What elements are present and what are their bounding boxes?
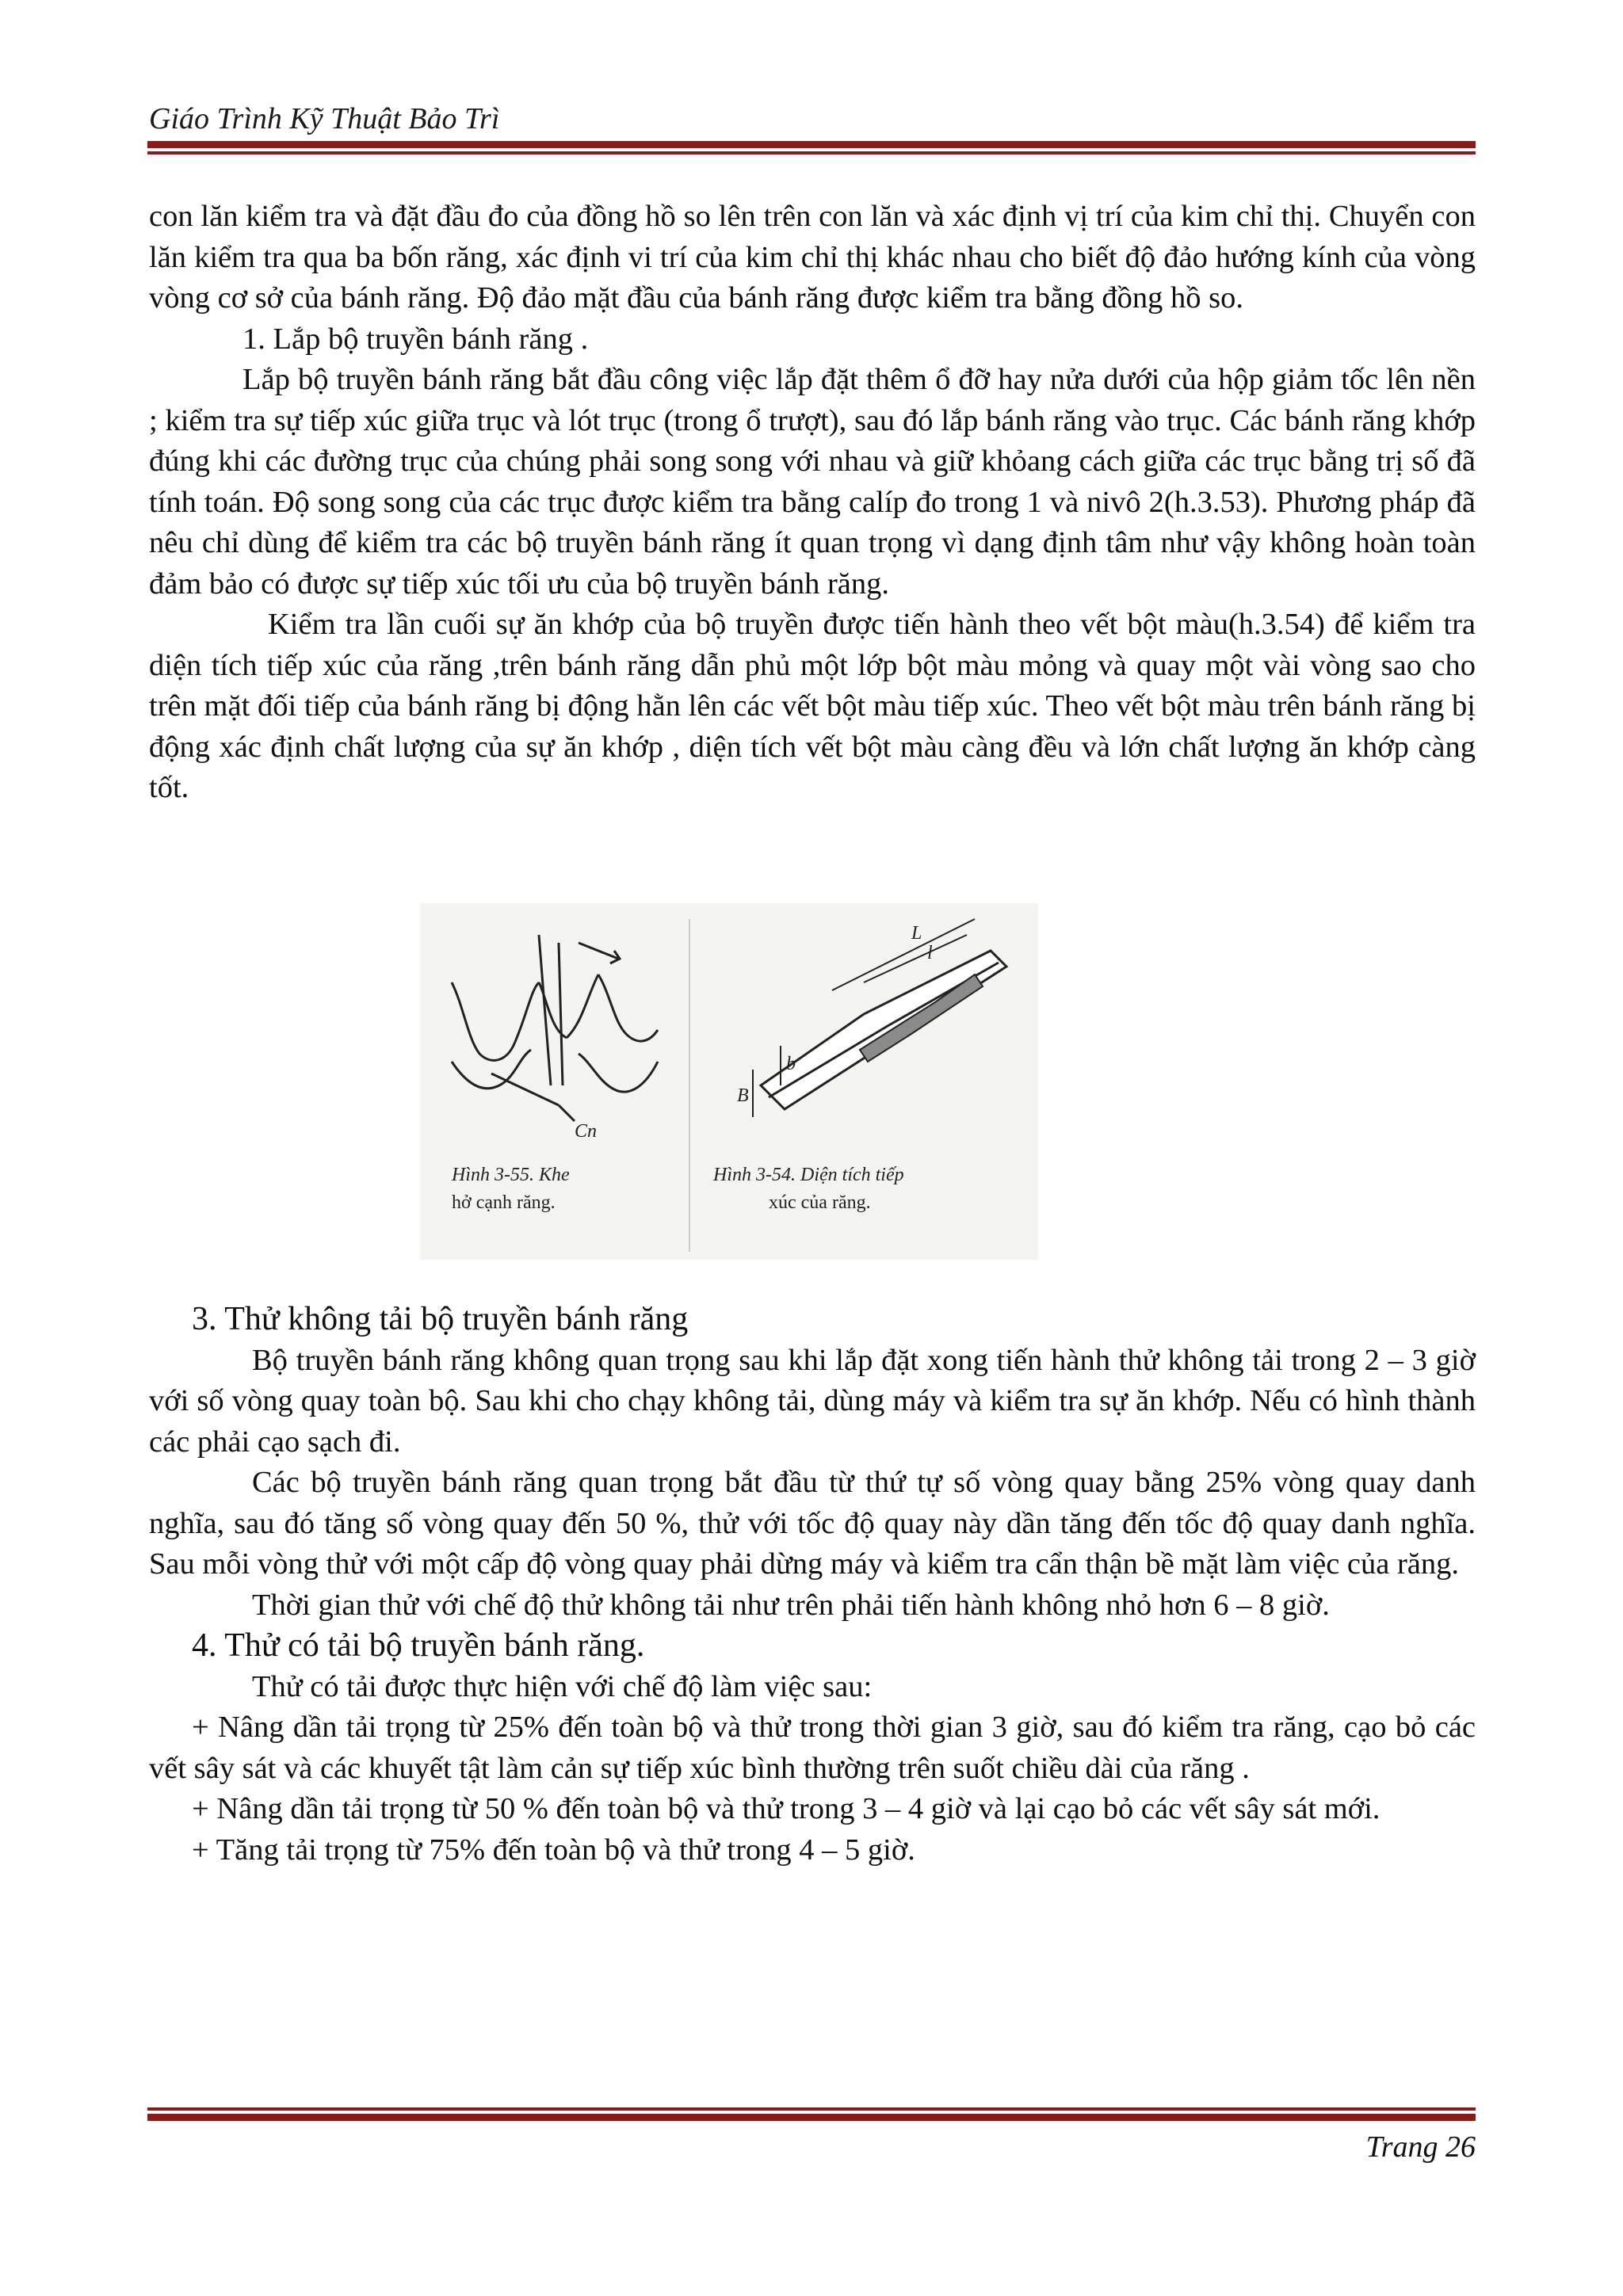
figure-caption-3-54-line2: xúc của răng. [769,1192,871,1213]
paragraph: Kiểm tra lần cuối sự ăn khớp của bộ truyền được tiến hành theo vết bột màu(h.3.54) để kiểm tra diện tích tiếp xúc của răng ,trên bánh răng dẫn phủ một lớp bột màu mỏng và quay một vài vòng sao cho trên mặt đối tiếp của bánh răng bị động hằn lên các vết bột màu tiếp xúc. Theo vết bột màu trên bánh răng bị động xác định chất lượng của sự ăn khớp , diện tích vết bột màu càng đều và lớn chất lượng ăn khớp càng tốt. [149,608,1476,804]
figure-caption-3-55-line1: Hình 3-55. Khe [452,1165,570,1185]
paragraph: Các bộ truyền bánh răng quan trọng bắt đầu từ thứ tự số vòng quay bằng 25% vòng quay danh nghĩa, sau đó tăng số vòng quay đến 50 %, thử với tốc độ quay này dần tăng đến tốc độ quay danh nghĩa. Sau mỗi vòng thử với một cấp độ vòng quay phải dừng máy và kiểm tra cẩn thận bề mặt làm việc của răng. [149,1466,1476,1581]
header-rule-thick [147,141,1476,148]
text-block-1 [149,196,1476,809]
paragraph: Lắp bộ truyền bánh răng bắt đầu công việc lắp đặt thêm ổ đỡ hay nửa dưới của hộp giảm tốc lên nền ; kiểm tra sự tiếp xúc giữa trục và lót trục (trong ổ trượt), sau đó lắp bánh răng vào trục. Các bánh răng khớp đúng khi các đường trục của chúng phải song song với nhau và giữ khỏang cách giữa các trục bằng trị số đã tính toán. Độ song song của các trục được kiểm tra bằng calíp đo trong 1 và nivô 2(h.3.53). Phương pháp đã nêu chỉ dùng để kiểm tra các bộ truyền bánh răng ít quan trọng vì dạng định tâm như vậy không hoàn toàn đảm bảo có được sự tiếp xúc tối ưu của bộ truyền bánh răng. [149,363,1476,601]
text-block-2 [149,1299,1476,1871]
list-item: + Nâng dần tải trọng từ 50 % đến toàn bộ và thử trong 3 – 4 giờ và lại cạo bỏ các vết sây sát mới. [192,1792,1381,1825]
figure-label-b: b [786,1054,796,1074]
paragraph: Bộ truyền bánh răng không quan trọng sau khi lắp đặt xong tiến hành thử không tải trong 2 – 3 giờ với số vòng quay toàn bộ. Sau khi cho chạy không tải, dùng máy và kiểm tra sự ăn khớp. Nếu có hình thành các phải cạo sạch đi. [149,1343,1476,1459]
figure-backlash-drawing [452,935,658,1121]
section-heading-1: 1. Lắp bộ truyền bánh răng . [242,322,589,356]
paragraph: Thời gian thử với chế độ thử không tải như trên phải tiến hành không nhỏ hơn 6 – 8 giờ. [252,1588,1330,1622]
section-heading-4: 4. Thử có tải bộ truyền bánh răng. [192,1627,645,1664]
page-number: Trang 26 [1365,2130,1476,2164]
figure-label-L: L [911,923,922,944]
list-item: + Nâng dần tải trọng từ 25% đến toàn bộ và thử trong thời gian 3 giờ, sau đó kiểm tra răng, cạo bỏ các vết sây sát và các khuyết tật làm cản sự tiếp xúc bình thường trên suốt chiều dài của răng . [149,1711,1476,1785]
paragraph: con lăn kiểm tra và đặt đầu đo của đồng hồ so lên trên con lăn và xác định vị trí của kim chỉ thị. Chuyển con lăn kiểm tra qua ba bốn răng, xác định vi trí của kim chỉ thị khác nhau cho biết độ đảo hướng kính của vòng vòng cơ sở của bánh răng. Độ đảo mặt đầu của bánh răng được kiểm tra bằng đồng hồ so. [149,200,1476,315]
header-title: Giáo Trình Kỹ Thuật Bảo Trì [149,102,500,135]
section-heading-3: 3. Thử không tải bộ truyền bánh răng [192,1301,689,1337]
figure-contact-drawing [753,919,1006,1117]
footer-rule-thick [147,2114,1476,2121]
list-item: + Tăng tải trọng từ 75% đến toàn bộ và thử trong 4 – 5 giờ. [192,1833,915,1867]
figures-panel [420,903,1038,1260]
header-rule-thin [147,151,1476,154]
figure-label-B: B [737,1085,749,1106]
figure-label-l: l [927,943,933,963]
gear-figures [420,903,1038,1260]
paragraph: Thử có tải được thực hiện với chế độ làm việc sau: [252,1669,873,1703]
figure-backlash-label: Cn [575,1121,598,1142]
footer-rule-thin [147,2107,1476,2111]
figure-caption-3-55-line2: hở cạnh răng. [452,1192,556,1213]
figure-caption-3-54-line1: Hình 3-54. Diện tích tiếp [713,1165,904,1185]
